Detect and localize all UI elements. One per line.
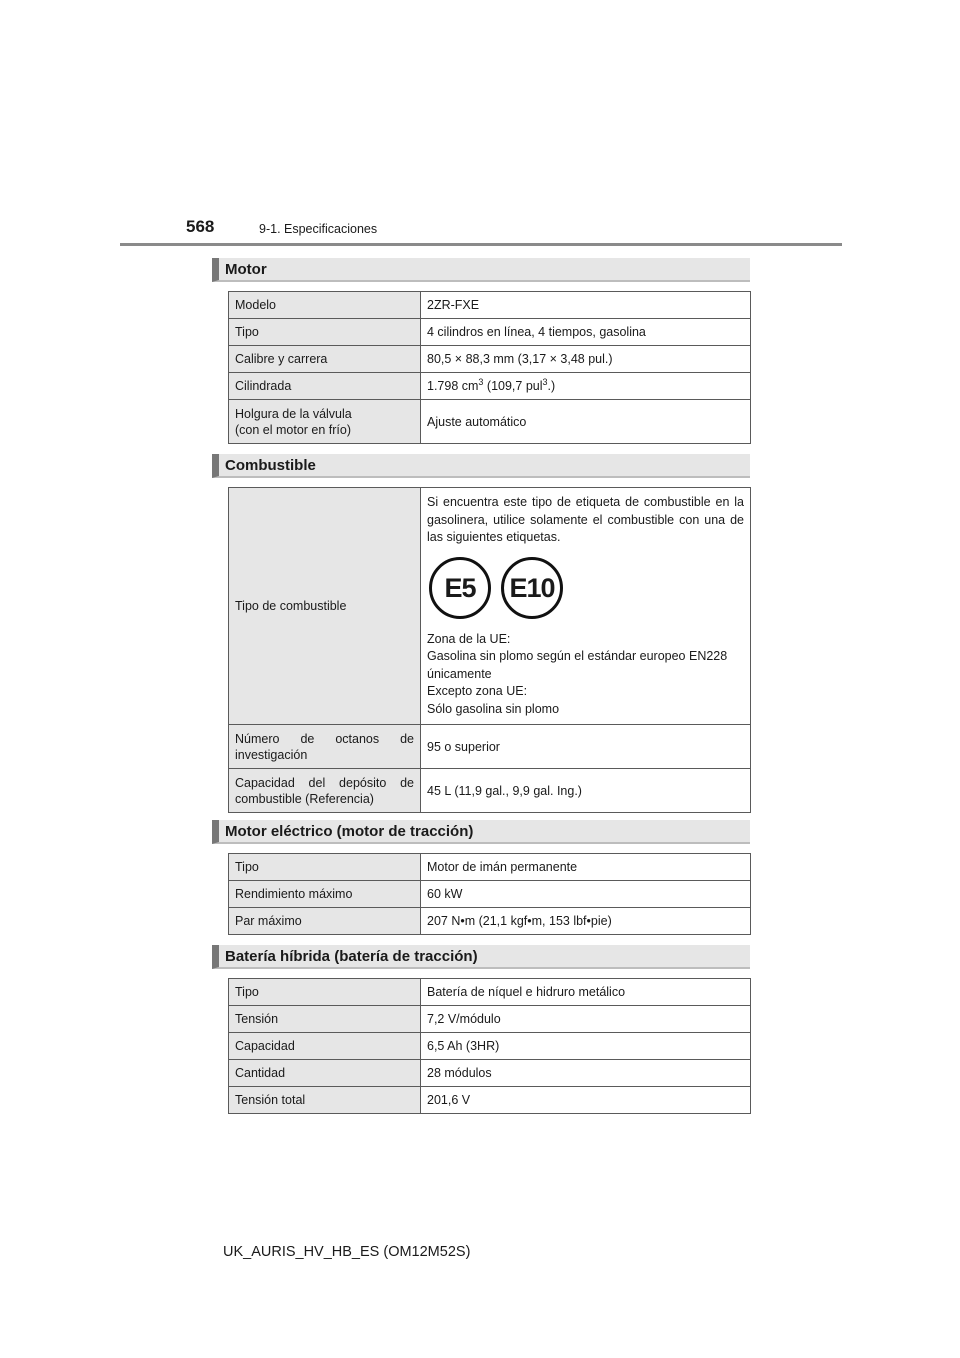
e5-label-icon: E5 — [429, 557, 491, 619]
table-row — [229, 1033, 751, 1060]
document-code: UK_AURIS_HV_HB_ES (OM12M52S) — [223, 1244, 471, 1260]
spec-value: 6,5 Ah (3HR) — [421, 1033, 751, 1060]
fuel-line: Gasolina sin plomo según el estándar europeo EN228 — [427, 649, 728, 663]
section-title-text: Combustible — [225, 457, 316, 474]
spec-value: 60 kW — [421, 881, 751, 908]
spec-key: Par máximo — [229, 908, 421, 935]
spec-key: Tipo — [229, 854, 421, 881]
spec-value: 45 L (11,9 gal., 9,9 gal. Ing.) — [421, 769, 751, 813]
spec-key: Cilindrada — [229, 373, 421, 400]
table-row — [229, 319, 751, 346]
fuel-spec-table — [228, 487, 751, 813]
key-line: Holgura de la válvula — [235, 406, 352, 421]
spec-key — [229, 769, 421, 813]
section-title-motor — [212, 258, 750, 282]
spec-value: 201,6 V — [421, 1087, 751, 1114]
spec-value — [421, 373, 751, 400]
table-row — [229, 979, 751, 1006]
spec-key: Tensión total — [229, 1087, 421, 1114]
table-row — [229, 854, 751, 881]
table-row — [229, 346, 751, 373]
spec-value: 7,2 V/módulo — [421, 1006, 751, 1033]
displacement-suffix: .) — [547, 379, 556, 393]
section-title-text: Batería híbrida (batería de tracción) — [225, 948, 478, 965]
spec-value: 28 módulos — [421, 1060, 751, 1087]
section-title-bateria — [212, 945, 750, 969]
spec-key — [229, 725, 421, 769]
header-divider — [120, 243, 842, 246]
spec-value: 80,5 × 88,3 mm (3,17 × 3,48 pul.) — [421, 346, 751, 373]
table-row — [229, 1006, 751, 1033]
table-row — [229, 769, 751, 813]
spec-key: Calibre y carrera — [229, 346, 421, 373]
spec-key: Tensión — [229, 1006, 421, 1033]
spec-value — [421, 488, 751, 725]
superscript: 3 — [478, 376, 484, 387]
table-row — [229, 1060, 751, 1087]
section-title-text: Motor eléctrico (motor de tracción) — [225, 823, 474, 840]
spec-value: 207 N•m (21,1 kgf•m, 153 lbf•pie) — [421, 908, 751, 935]
key-line: combustible (Referencia) — [235, 791, 374, 806]
spec-value: Batería de níquel e hidruro metálico — [421, 979, 751, 1006]
table-row — [229, 908, 751, 935]
table-row — [229, 725, 751, 769]
spec-key: Tipo de combustible — [229, 488, 421, 725]
electric-motor-spec-table — [228, 853, 751, 935]
key-line: Capacidad del depósito de — [235, 775, 414, 790]
motor-spec-table — [228, 291, 751, 444]
page-number: 568 — [186, 217, 215, 236]
table-row — [229, 488, 751, 725]
battery-spec-table — [228, 978, 751, 1114]
displacement-imperial: (109,7 pul — [483, 379, 543, 393]
spec-key: Modelo — [229, 292, 421, 319]
table-row — [229, 292, 751, 319]
spec-value: 4 cilindros en línea, 4 tiempos, gasolina — [421, 319, 751, 346]
spec-key: Tipo — [229, 319, 421, 346]
spec-key: Rendimiento máximo — [229, 881, 421, 908]
spec-key: Cantidad — [229, 1060, 421, 1087]
section-title-combustible — [212, 454, 750, 478]
table-row — [229, 373, 751, 400]
section-title-motor-electrico — [212, 820, 750, 844]
section-heading: 9-1. Especificaciones — [259, 222, 378, 236]
fuel-line: Excepto zona UE: — [427, 684, 528, 698]
fuel-line: Sólo gasolina sin plomo — [427, 701, 560, 716]
key-line: Número de octanos de — [235, 731, 414, 746]
superscript: 3 — [542, 376, 548, 387]
table-row — [229, 1087, 751, 1114]
spec-value: Ajuste automático — [421, 400, 751, 444]
spec-value: 2ZR-FXE — [421, 292, 751, 319]
table-row — [229, 400, 751, 444]
fuel-intro-text: Si encuentra este tipo de etiqueta de combustible en la gasolinera, utilice solamente el combustible con una de las siguientes etiquetas. — [427, 495, 744, 544]
table-row — [229, 881, 751, 908]
fuel-line: únicamente — [427, 666, 492, 681]
displacement-metric: 1.798 cm — [427, 379, 479, 393]
spec-key: Tipo — [229, 979, 421, 1006]
key-line: (con el motor en frío) — [235, 422, 352, 437]
spec-value: Motor de imán permanente — [421, 854, 751, 881]
key-line: investigación — [235, 747, 308, 762]
fuel-line: Zona de la UE: — [427, 631, 511, 646]
e10-label-icon: E10 — [501, 557, 563, 619]
fuel-label-badges — [427, 557, 744, 627]
spec-key: Capacidad — [229, 1033, 421, 1060]
spec-key — [229, 400, 421, 444]
spec-value: 95 o superior — [421, 725, 751, 769]
section-title-text: Motor — [225, 261, 267, 278]
